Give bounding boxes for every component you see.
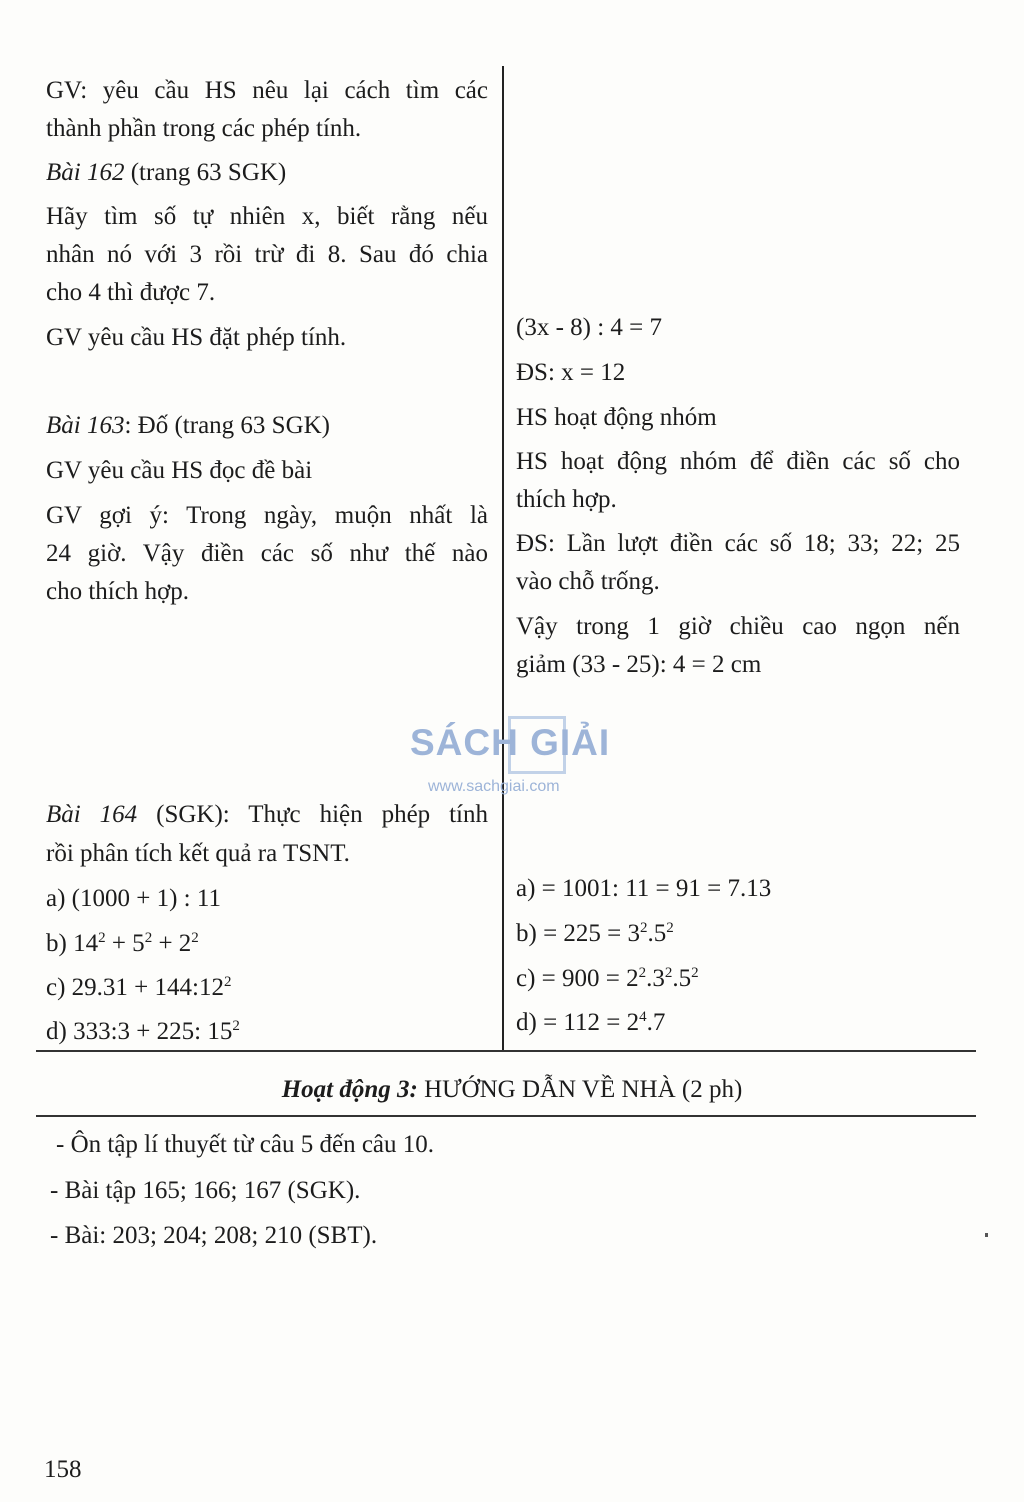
homework-item-3: - Bài: 203; 204; 208; 210 (SBT).	[50, 1222, 378, 1249]
hs-group-work: HS hoạt động nhóm	[516, 404, 717, 431]
expr-b-part: + 2	[152, 930, 192, 957]
ans-d-part: d) = 112 = 2	[516, 1009, 640, 1036]
exercise-162-heading	[46, 160, 286, 185]
activity-heading	[0, 1076, 1024, 1104]
conclusion-line-1: Vậy trong 1 giờ chiều cao ngọn nến	[516, 613, 960, 640]
exercise-164-ref: (SGK): Thực hiện phép tính	[137, 801, 489, 828]
ans-d-exp: 4	[639, 1009, 647, 1025]
watermark-title: SÁCH GIẢI	[410, 722, 611, 763]
gv-instruction-3: GV yêu cầu HS đọc đề bài	[46, 457, 313, 484]
homework-item-2: - Bài tập 165; 166; 167 (SGK).	[50, 1177, 361, 1204]
gv-hint-line-3: cho thích hợp.	[46, 578, 190, 605]
expr-b-part: + 5	[105, 930, 145, 957]
ans-d-part: .7	[646, 1009, 666, 1036]
gv-hint-line-1: GV gợi ý: Trong ngày, muộn nhất là	[46, 502, 488, 529]
page-number: 158	[44, 1456, 82, 1483]
exercise-162-line-2: nhân nó với 3 rồi trừ đi 8. Sau đó chia	[46, 241, 488, 268]
answer-163-line-2: vào chỗ trống.	[516, 568, 660, 595]
conclusion-line-2: giảm (33 - 25): 4 = 2 cm	[516, 651, 762, 678]
answer-164-a: a) = 1001: 11 = 91 = 7.13	[516, 875, 772, 902]
column-divider	[502, 66, 504, 1052]
expr-d-exp: 2	[232, 1018, 240, 1034]
expr-c-exp: 2	[223, 974, 232, 990]
answer-162: ĐS: x = 12	[516, 359, 626, 386]
ans-b-exp: 2	[640, 920, 648, 936]
gv-instruction-1-line-1: GV: yêu cầu HS nêu lại cách tìm các	[46, 77, 488, 104]
gv-hint-line-2: 24 giờ. Vậy điền các số như thế nào	[46, 540, 488, 567]
expr-b-exp: 2	[191, 930, 199, 946]
activity-label: Hoạt động 3:	[281, 1076, 418, 1103]
activity-bottom-rule	[36, 1115, 976, 1117]
exercise-164-line-2: rồi phân tích kết quả ra TSNT.	[46, 840, 350, 867]
answer-164-b	[516, 921, 674, 946]
hs-group-fill-line-2: thích hợp.	[516, 486, 617, 513]
answer-164-d	[516, 1010, 665, 1035]
exercise-164-title: Bài 164	[46, 801, 138, 828]
exercise-164-c	[46, 975, 231, 1000]
ans-c-part: c) = 900 = 2	[516, 965, 639, 992]
ans-c-part: .3	[646, 965, 665, 992]
scan-speck	[985, 1233, 988, 1237]
exercise-162-ref: (trang 63 SGK)	[124, 159, 287, 186]
ans-b-exp: 2	[666, 920, 674, 936]
watermark-url: www.sachgiai.com	[428, 778, 560, 795]
equation-162: (3x - 8) : 4 = 7	[516, 314, 663, 341]
exercise-162-line-1: Hãy tìm số tự nhiên x, biết rằng nếu	[46, 203, 488, 230]
ans-b-part: .5	[647, 920, 667, 947]
exercise-163-title: Bài 163	[46, 412, 125, 439]
hs-group-fill-line-1: HS hoạt động nhóm để điền các số cho	[516, 448, 960, 475]
answer-164-c	[516, 966, 699, 991]
expr-b-exp: 2	[98, 930, 106, 946]
homework-item-1: - Ôn tập lí thuyết từ câu 5 đến câu 10.	[56, 1131, 435, 1158]
answer-163-line-1: ĐS: Lần lượt điền các số 18; 33; 22; 25	[516, 530, 960, 557]
ans-c-exp: 2	[691, 965, 699, 981]
exercise-162-title: Bài 162	[46, 159, 125, 186]
table-bottom-rule	[36, 1050, 976, 1052]
exercise-164-d	[46, 1019, 240, 1044]
exercise-163-ref: : Đố (trang 63 SGK)	[124, 412, 330, 439]
ans-c-part: .5	[672, 965, 692, 992]
exercise-164-heading	[46, 802, 488, 827]
exercise-164-a: a) (1000 + 1) : 11	[46, 885, 221, 912]
ans-c-exp: 2	[664, 965, 673, 981]
expr-c-part: c) 29.31 + 144:12	[46, 974, 224, 1001]
exercise-163-heading	[46, 413, 330, 438]
exercise-164-b	[46, 931, 199, 956]
expr-b-part: b) 14	[46, 930, 99, 957]
expr-b-exp: 2	[144, 930, 153, 946]
gv-instruction-1-line-2: thành phần trong các phép tính.	[46, 115, 362, 142]
exercise-162-line-3: cho 4 thì được 7.	[46, 279, 216, 306]
ans-c-exp: 2	[638, 965, 647, 981]
ans-b-part: b) = 225 = 3	[516, 920, 641, 947]
expr-d-part: d) 333:3 + 225: 15	[46, 1018, 233, 1045]
watermark	[410, 718, 620, 798]
gv-instruction-2: GV yêu cầu HS đặt phép tính.	[46, 324, 347, 351]
activity-title: HƯỚNG DẪN VỀ NHÀ (2 ph)	[417, 1076, 743, 1103]
